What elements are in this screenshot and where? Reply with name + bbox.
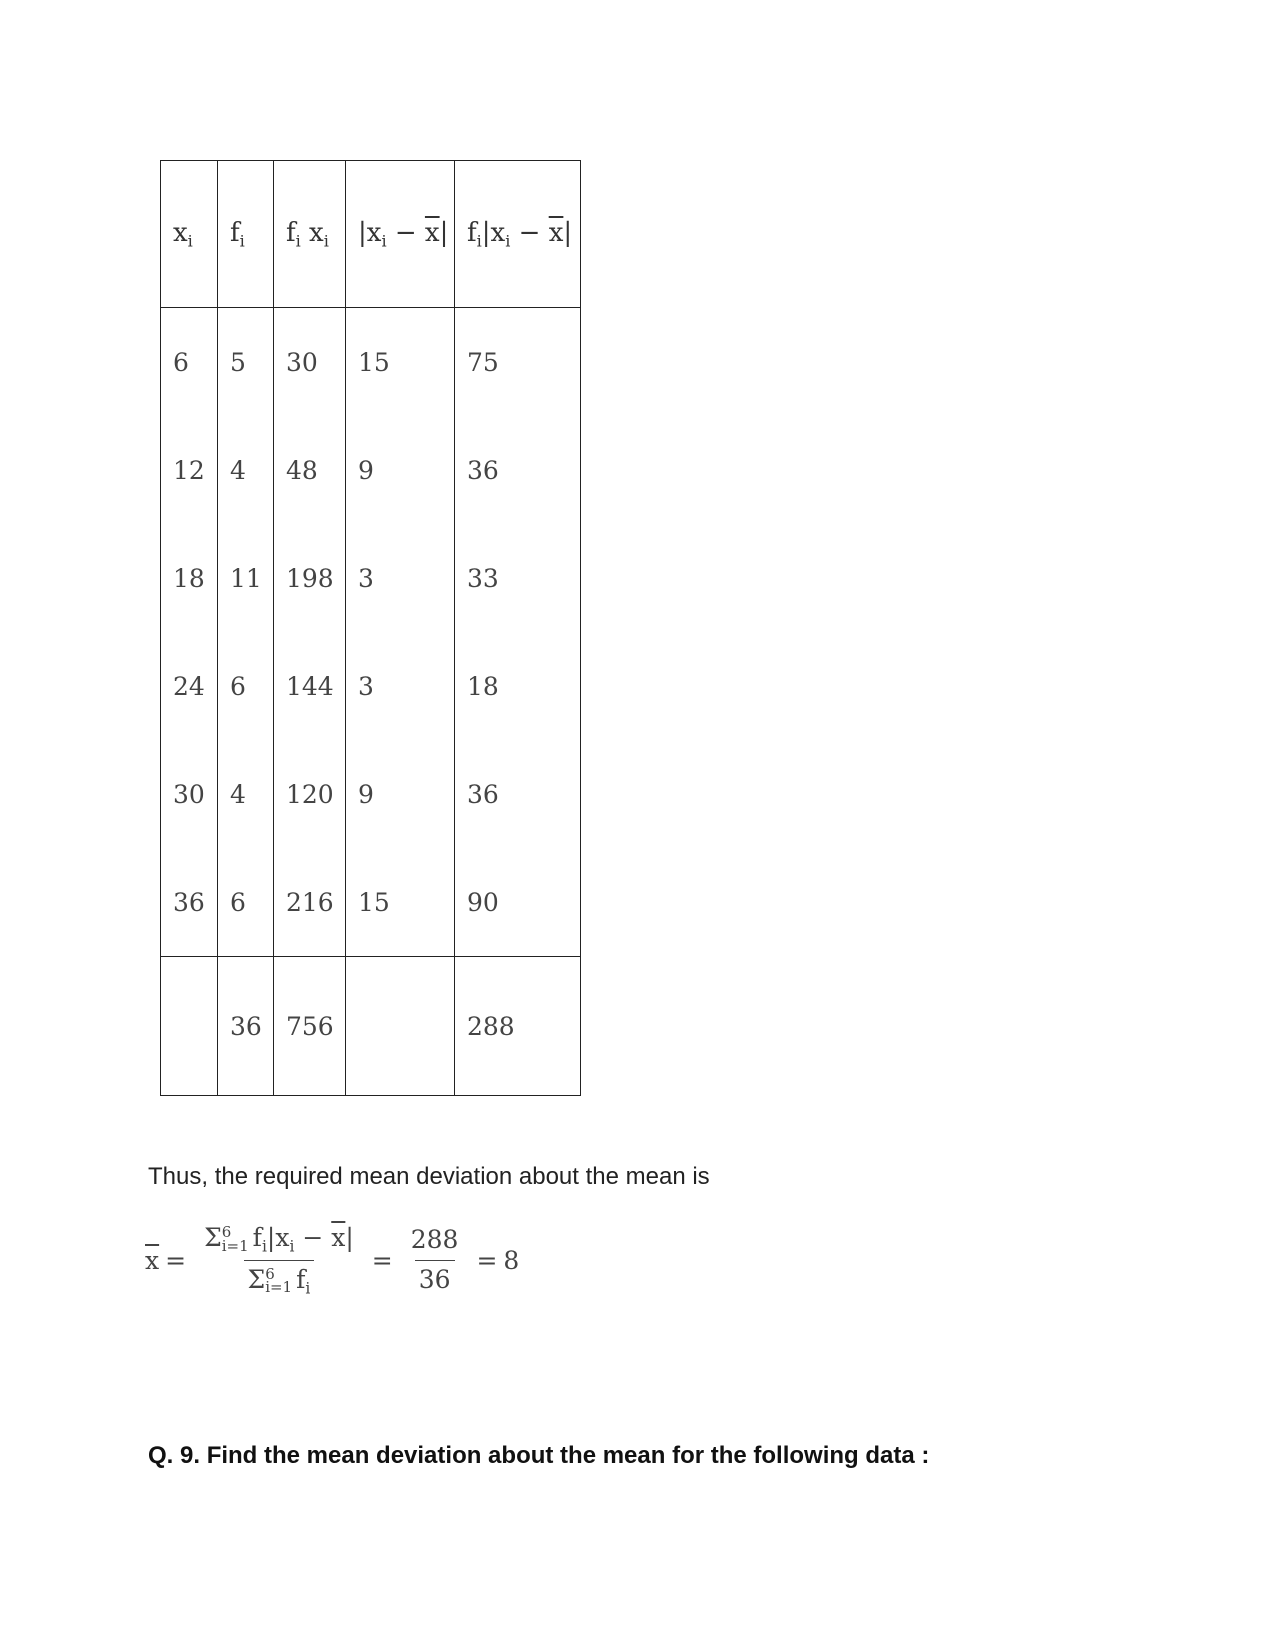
summation-denominator: Σ 6 i=1 $f_i$ (244, 1260, 315, 1299)
cell-abs-deviation: 9 (346, 740, 455, 848)
cell-abs-deviation: 15 (346, 848, 455, 957)
cell-fixi: 144 (274, 632, 346, 740)
table-row (161, 632, 581, 740)
cell-weighted-abs-deviation: 36 (455, 740, 581, 848)
cell-fi: 4 (218, 416, 274, 524)
summation-fraction (200, 1222, 358, 1298)
summation-numerator: Σ 6 i=1 $f_i|x_i - \overline{x}|$ (204, 1223, 354, 1256)
equals-sign: = (476, 1245, 498, 1275)
deviation-table (160, 160, 581, 1096)
formula-result: 8 (503, 1245, 520, 1275)
value-fraction (407, 1224, 463, 1296)
cell-xi: 18 (161, 524, 218, 632)
header-xi: $x_i$ (161, 161, 218, 308)
question-heading: Q. 9. Find the mean deviation about the mean for the following data : (148, 1442, 930, 1469)
equals-sign: = (165, 1245, 187, 1275)
total-fixi: 756 (274, 957, 346, 1096)
cell-fi: 11 (218, 524, 274, 632)
denominator-value: 36 (415, 1260, 455, 1297)
cell-xi: 6 (161, 308, 218, 417)
table-row (161, 308, 581, 417)
table-totals-row (161, 957, 581, 1096)
cell-abs-deviation: 3 (346, 632, 455, 740)
total-xi (161, 957, 218, 1096)
cell-weighted-abs-deviation: 18 (455, 632, 581, 740)
cell-xi: 12 (161, 416, 218, 524)
cell-fi: 6 (218, 848, 274, 957)
cell-fixi: 120 (274, 740, 346, 848)
cell-fixi: 216 (274, 848, 346, 957)
cell-weighted-abs-deviation: 36 (455, 416, 581, 524)
numerator-value: 288 (410, 1225, 459, 1255)
header-fixi: $f_i$ $x_i$ (274, 161, 346, 308)
cell-fixi: 48 (274, 416, 346, 524)
cell-weighted-abs-deviation: 90 (455, 848, 581, 957)
header-abs-deviation: $|x_i - \overline{x}|$ (346, 161, 455, 308)
cell-weighted-abs-deviation: 33 (455, 524, 581, 632)
equals-sign: = (371, 1245, 393, 1275)
cell-xi: 24 (161, 632, 218, 740)
table-row (161, 740, 581, 848)
total-fi: 36 (218, 957, 274, 1096)
header-fi: $f_i$ (218, 161, 274, 308)
table-header-row (161, 161, 581, 308)
conclusion-text: Thus, the required mean deviation about the mean is (148, 1163, 710, 1190)
cell-fixi: 30 (274, 308, 346, 417)
cell-fi: 5 (218, 308, 274, 417)
cell-xi: 30 (161, 740, 218, 848)
cell-fi: 4 (218, 740, 274, 848)
table-row (161, 848, 581, 957)
table-row (161, 416, 581, 524)
header-weighted-abs-deviation: $f_i|x_i - \overline{x}|$ (455, 161, 581, 308)
table-row (161, 524, 581, 632)
total-abs-deviation (346, 957, 455, 1096)
cell-fi: 6 (218, 632, 274, 740)
cell-fixi: 198 (274, 524, 346, 632)
cell-abs-deviation: 3 (346, 524, 455, 632)
cell-abs-deviation: 9 (346, 416, 455, 524)
total-weighted-abs-deviation: 288 (455, 957, 581, 1096)
mean-symbol: $\overline{x}$ (145, 1245, 160, 1275)
cell-weighted-abs-deviation: 75 (455, 308, 581, 417)
mean-deviation-formula (145, 1222, 519, 1298)
cell-xi: 36 (161, 848, 218, 957)
cell-abs-deviation: 15 (346, 308, 455, 417)
